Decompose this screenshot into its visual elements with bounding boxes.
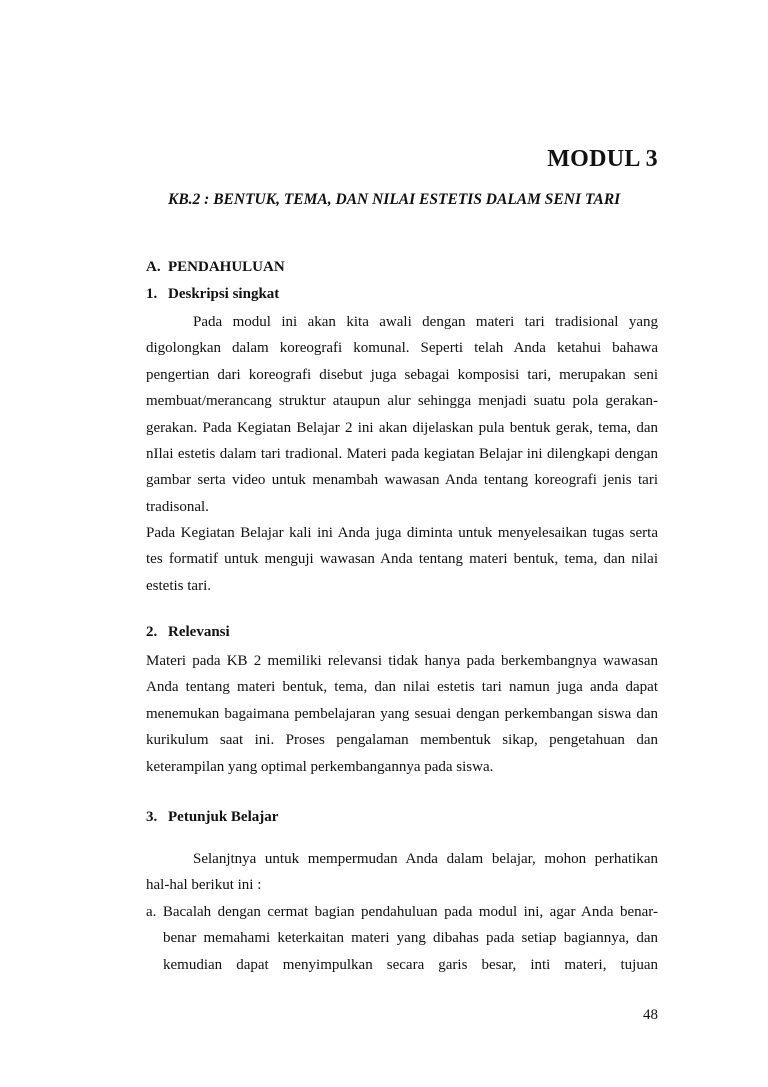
- paragraph-line: gambar serta video untuk menambah wawasan Anda tentang koreografi jenis tari: [146, 472, 658, 489]
- section-1-heading: [146, 286, 279, 303]
- section-2-paragraph: [146, 648, 658, 780]
- section-1-title: Deskripsi singkat: [168, 286, 280, 302]
- module-title: MODUL 3: [547, 146, 658, 172]
- paragraph-line: Materi pada KB 2 memiliki relevansi tidak hanya pada berkembangnya wawasan: [146, 653, 658, 669]
- paragraph-line: Pada Kegiatan Belajar kali ini Anda juga diminta untuk menyelesaikan tugas serta: [146, 525, 658, 541]
- section-a-title: PENDAHULUAN: [168, 259, 285, 275]
- section-3-title: Petunjuk Belajar: [168, 809, 279, 825]
- paragraph-line: nIlai estetis dalam tari tradional. Materi pada kegiatan Belajar ini dilengkapi dengan: [146, 445, 658, 462]
- section-a-heading: [146, 259, 285, 276]
- section-3-label: 3.: [146, 809, 158, 825]
- paragraph-line: digolongkan dalam koreografi komunal. Seperti telah Anda ketahui bahawa: [146, 340, 658, 357]
- paragraph-line: menemukan bagaimana pembelajaran yang sesuai dengan perkembangan siswa dan: [146, 705, 658, 722]
- paragraph-line: membuat/merancang struktur ataupun alur sehingga menjadi suatu pola gerakan-: [146, 393, 658, 410]
- paragraph-line: hal-hal berikut ini :: [146, 877, 262, 894]
- list-item-line: benar memahami keterkaitan materi yang dibahas pada setiap bagiannya, dan: [163, 930, 658, 947]
- paragraph-line: keterampilan yang optimal perkembangannya pada siswa.: [146, 758, 494, 775]
- paragraph-line: estetis tari.: [146, 577, 211, 594]
- section-3-item-a: [146, 899, 658, 978]
- section-1-paragraph-1: [146, 309, 658, 520]
- list-item-line: kemudian dapat menyimpulkan secara garis besar, inti materi, tujuan: [163, 956, 658, 973]
- kb-title: KB.2 : BENTUK, TEMA, DAN NILAI ESTETIS DALAM SENI TARI: [168, 191, 621, 208]
- paragraph-line: gerakan. Pada Kegiatan Belajar 2 ini akan dijelaskan pula bentuk gerak, tema, dan: [146, 419, 658, 436]
- section-a-label: A.: [146, 259, 161, 275]
- section-3-heading: [146, 809, 278, 826]
- page-number: 48: [643, 1007, 658, 1023]
- paragraph-line: pengertian dari koreografi disebut juga sebagai komposisi tari, merupakan seni: [146, 366, 658, 383]
- paragraph-line: kurikulum saat ini. Proses pengalaman membentuk sikap, pengetahuan dan: [146, 732, 658, 749]
- paragraph-line: Selanjtnya untuk mempermudan Anda dalam belajar, mohon perhatikan: [193, 851, 658, 867]
- section-1-paragraph-2: [146, 520, 658, 599]
- section-1-label: 1.: [146, 286, 158, 302]
- paragraph-line: Pada modul ini akan kita awali dengan materi tari tradisional yang: [193, 314, 658, 330]
- section-2-title: Relevansi: [168, 624, 230, 640]
- section-3-intro: [146, 846, 658, 899]
- paragraph-line: tradisonal.: [146, 498, 209, 515]
- paragraph-line: tes formatif untuk menguji wawasan Anda tentang materi bentuk, tema, dan nilai: [146, 551, 658, 568]
- paragraph-line: Anda tentang materi bentuk, tema, dan nilai estetis tari namun juga anda dapat: [146, 679, 658, 696]
- section-2-heading: [146, 624, 230, 641]
- list-item-line: a. Bacalah dengan cermat bagian pendahuluan pada modul ini, agar Anda benar-: [146, 904, 658, 920]
- section-2-label: 2.: [146, 624, 158, 640]
